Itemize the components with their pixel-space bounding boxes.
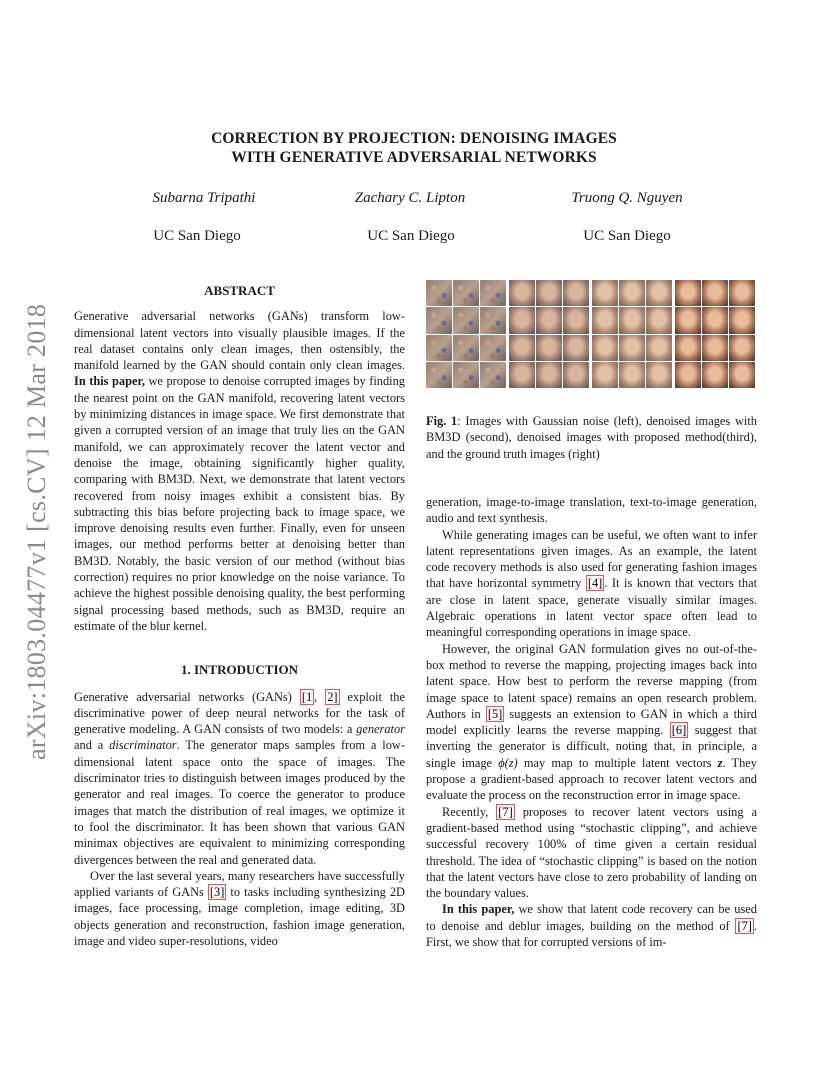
citation-6[interactable]: [6] — [671, 723, 687, 738]
introduction-heading: 1. INTRODUCTION — [180, 662, 298, 678]
right-p1-text-b: . It is known that vectors that are close in latent space, generate visually similar images. Algebraic operations in latent vector space often lead to meaningful corresponding operations in image space. — [426, 576, 758, 640]
author-1-name: Subarna Tripathi — [152, 190, 256, 206]
paper-title — [0, 129, 828, 167]
right-p3-text-a: Recently, — [442, 804, 497, 819]
proposed-method-images-panel — [592, 280, 672, 388]
figure-caption-text: : Images with Gaussian noise (left), denoised images with BM3D (second), denoised images with proposed method(third), and the ground truth images (right) — [426, 414, 757, 461]
figure-label: Fig. 1 — [426, 414, 458, 428]
ground-truth-images-panel — [675, 280, 755, 388]
right-p2-text-e: . They propose a gradient-based approach to recover latent vectors and evaluate the process on the reconstruction error in image space. — [426, 755, 757, 803]
face-thumbnail — [563, 307, 589, 333]
face-thumbnail — [619, 307, 645, 333]
face-thumbnail — [426, 280, 452, 306]
face-thumbnail — [646, 307, 672, 333]
face-thumbnail — [729, 307, 755, 333]
intro-p1-text-d: . The generator maps samples from a low-dimensional latent space onto the space of images. The discriminator tries to distinguish between images produced by the generator and real images. To coerce the generator to produce images that match the distribution of real images, we optimize it to fool the discriminator. It has been shown that various GAN minimax objectives are equivalent to minimizing corresponding divergences between the real and generated data. — [74, 738, 405, 867]
right-p2-text-a: However, the original GAN formulation gives no out-of-the-box method to reverse the mapping, projecting images back into latent space. How best to perform the reverse mapping (from image space to latent space) remains an open research problem. Authors in — [426, 641, 757, 721]
intro-p1-text-b: exploit the discriminative power of deep neural networks for the task of generative modeling. A GAN consists of two models: a — [74, 689, 405, 737]
abstract-part-1: Generative adversarial networks (GANs) transform low-dimensional latent vectors into visually plausible images. If the real dataset contains only clean images, then ostensibly, the manifold learned by the GAN should contain only clean images. — [74, 309, 405, 373]
intro-p2-text-b: to tasks including synthesizing 2D images, face processing, image completion, image editing, 3D objects generation and reconstruction, fashion image generation, image and video super-resolutions, video — [74, 885, 405, 948]
face-thumbnail — [619, 280, 645, 306]
author-1-affiliation: UC San Diego — [153, 228, 241, 244]
face-thumbnail — [592, 307, 618, 333]
math-100-percent: 100% — [537, 837, 567, 852]
face-thumbnail — [426, 335, 452, 361]
arxiv-stamp: arXiv:1803.04477v1 [cs.CV] 12 Mar 2018 — [22, 303, 51, 760]
face-thumbnail — [536, 307, 562, 333]
right-p4-bold: In this paper, — [442, 902, 515, 917]
face-thumbnail — [509, 280, 535, 306]
right-paragraph-0: generation, image-to-image translation, text-to-image generation, audio and text synthesis. — [426, 495, 757, 526]
face-thumbnail — [675, 335, 701, 361]
figure-1-caption — [426, 413, 757, 462]
face-thumbnail — [592, 280, 618, 306]
face-thumbnail — [536, 335, 562, 361]
face-thumbnail — [426, 307, 452, 333]
math-phi-z: ϕ(z) — [498, 755, 518, 770]
title-line-2: WITH GENERATIVE ADVERSARIAL NETWORKS — [231, 149, 597, 166]
citation-4[interactable]: [4] — [587, 576, 603, 591]
face-thumbnail — [480, 307, 506, 333]
intro-p1-sep: , — [314, 689, 326, 704]
noisy-images-panel — [426, 280, 506, 388]
right-p1-text-a: While generating images can be useful, we often want to infer latent representations given images. As an example, the latent code recovery methods is also used for generating fashion images that have horizontal symmetry — [426, 527, 757, 591]
right-p3-text-b: proposes to recover latent vectors using a gradient-based method using “stochastic clipping”, and achieve successful recovery — [426, 804, 757, 852]
face-thumbnail — [729, 280, 755, 306]
intro-p2-text-a: Over the last several years, many researchers have successfully applied variants of GANs — [74, 868, 405, 900]
face-thumbnail — [453, 335, 479, 361]
face-thumbnail — [619, 362, 645, 388]
face-thumbnail — [592, 362, 618, 388]
face-thumbnail — [729, 335, 755, 361]
math-z: z — [717, 755, 723, 770]
abstract-bold: In this paper, — [74, 374, 145, 389]
face-thumbnail — [702, 362, 728, 388]
face-thumbnail — [675, 362, 701, 388]
intro-paragraph-2 — [74, 868, 405, 949]
face-thumbnail — [509, 362, 535, 388]
face-thumbnail — [646, 335, 672, 361]
face-thumbnail — [453, 307, 479, 333]
author-2-name: Zachary C. Lipton — [354, 190, 466, 206]
face-thumbnail — [453, 280, 479, 306]
right-p4-text-a: we show that latent code recovery can be used to denoise and deblur images, building on the method of — [426, 902, 757, 933]
right-paragraph-2 — [426, 641, 757, 804]
face-thumbnail — [563, 280, 589, 306]
intro-p1-text-a: Generative adversarial networks (GANs) — [74, 689, 300, 704]
bm3d-images-panel — [509, 280, 589, 388]
right-paragraph-1 — [426, 527, 757, 641]
intro-discriminator-term: discriminator — [109, 738, 177, 753]
citation-7[interactable]: [7] — [498, 804, 513, 819]
intro-p1-text-c: and a — [74, 738, 110, 753]
author-3-affiliation: UC San Diego — [583, 228, 671, 244]
figure-1-image — [426, 280, 755, 388]
face-thumbnail — [480, 335, 506, 361]
face-thumbnail — [453, 362, 479, 388]
right-p2-text-b: suggests an extension to GAN in which a third model explicitly learns the reverse mapping. — [426, 706, 757, 738]
face-thumbnail — [563, 362, 589, 388]
face-thumbnail — [480, 362, 506, 388]
right-p2-text-d: may map to multiple latent vectors — [517, 755, 718, 770]
face-thumbnail — [729, 362, 755, 388]
abstract-part-2: we propose to denoise corrupted images by finding the nearest point on the GAN manifold, recovering latent vectors by minimizing distances in image space. We first demonstrate that given a corrupted version of an image that truly lies on the GAN manifold, we can approximately recover the latent vector and denoise the image, obtaining significantly higher quality, comparing with BM3D. Next, we demonstrate that latent vectors recovered from noisy images exhibit a consistent bias. By subtracting this bias before projecting back to image space, we improve denoising results even further. Finally, even for unseen images, our method performs better at denoising better than BM3D. Notably, the basic version of our method (without bias correction) requires no prior knowledge on the noise variance. To achieve the highest possible denoising quality, the best performing signal processing based methods, such as BM3D, require an estimate of the blur kernel. — [74, 374, 405, 633]
face-thumbnail — [675, 280, 701, 306]
right-paragraph-4 — [426, 901, 757, 950]
face-thumbnail — [509, 307, 535, 333]
face-thumbnail — [426, 362, 452, 388]
author-3-name: Truong Q. Nguyen — [571, 190, 683, 206]
abstract-heading: ABSTRACT — [204, 283, 275, 298]
left-column — [74, 283, 405, 949]
right-column — [426, 494, 757, 950]
citation-5[interactable]: [5] — [487, 706, 503, 721]
author-2-affiliation: UC San Diego — [367, 228, 455, 244]
face-thumbnail — [619, 335, 645, 361]
face-thumbnail — [536, 280, 562, 306]
right-p3-text-c: of time given a certain residual threshold. The idea of “stochastic clipping” is based on the notion that the latent vectors have close to zero probability of landing on the boundary values. — [426, 837, 757, 901]
face-thumbnail — [702, 280, 728, 306]
right-p2-text-c: suggest that inverting the generator is difficult, noting that, in principle, a single image — [426, 723, 757, 770]
citation-7-second[interactable]: [7] — [737, 918, 752, 933]
face-thumbnail — [646, 280, 672, 306]
right-p4-text-b: . First, we show that for corrupted versions of im- — [426, 918, 757, 950]
face-thumbnail — [702, 307, 728, 333]
face-thumbnail — [702, 335, 728, 361]
face-thumbnail — [563, 335, 589, 361]
face-thumbnail — [536, 362, 562, 388]
abstract-text — [74, 308, 405, 634]
citation-2[interactable]: 2] — [327, 689, 338, 704]
intro-generator-term: generator — [356, 722, 405, 737]
face-thumbnail — [592, 335, 618, 361]
title-line-1: CORRECTION BY PROJECTION: DENOISING IMAGES — [211, 130, 617, 147]
face-thumbnail — [646, 362, 672, 388]
intro-paragraph-1 — [74, 689, 405, 868]
right-paragraph-3 — [426, 804, 757, 902]
face-thumbnail — [480, 280, 506, 306]
citation-3[interactable]: [3] — [209, 885, 225, 900]
face-thumbnail — [509, 335, 535, 361]
face-thumbnail — [675, 307, 701, 333]
citation-1[interactable]: [1 — [301, 689, 313, 704]
